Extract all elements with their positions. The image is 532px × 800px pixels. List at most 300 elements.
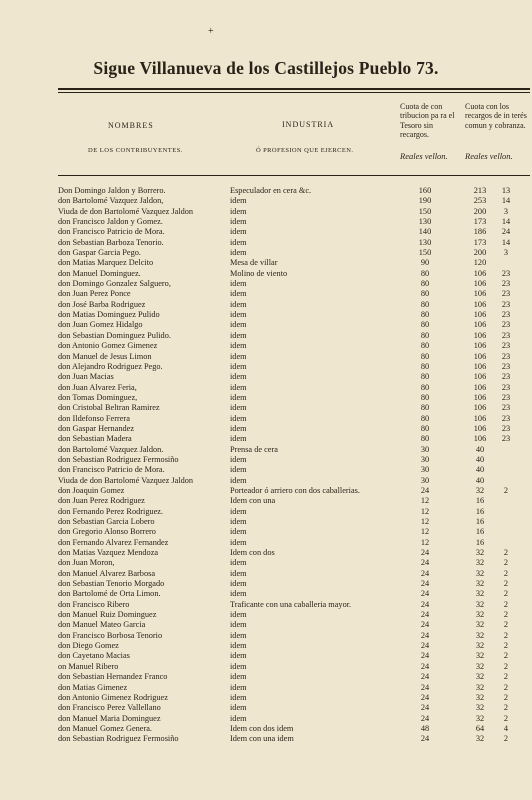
industry-cell: idem	[230, 610, 247, 620]
cuota-tesoro-cell: 24	[420, 661, 430, 671]
contributor-name: don Juan Perez Rodriguez	[58, 496, 145, 506]
cuota-recargos-fraction-cell: 3	[503, 248, 509, 258]
table-row	[0, 548, 532, 558]
industry-cell: idem	[230, 289, 247, 299]
cuota-tesoro-cell: 130	[418, 237, 432, 247]
contributor-name: don Sebastian Barboza Tenorio.	[58, 237, 164, 247]
industry-cell: idem	[230, 392, 247, 402]
cuota-tesoro-cell: 24	[420, 682, 430, 692]
cuota-recargos-fraction-cell: 2	[503, 661, 509, 671]
cuota-recargos-cell: 16	[475, 506, 485, 516]
contributor-name: don Sebastian Madera	[58, 434, 132, 444]
table-row	[0, 434, 532, 444]
cuota-recargos-cell: 106	[473, 351, 487, 361]
cuota-recargos-cell: 32	[475, 641, 485, 651]
cuota-recargos-fraction-cell: 2	[503, 485, 509, 495]
contributor-name: Don Domingo Jaldon y Borrero.	[58, 186, 166, 195]
contributor-name: on Manuel Ribero	[58, 661, 119, 671]
table-row	[0, 269, 532, 279]
table-row	[0, 424, 532, 434]
contributor-name: don Bartolomé Vazquez Jaldon.	[58, 444, 164, 454]
cuota-recargos-cell: 106	[473, 423, 487, 433]
cuota-recargos-cell: 32	[475, 589, 485, 599]
table-row	[0, 558, 532, 568]
cuota-tesoro-cell: 24	[420, 630, 430, 640]
table-row	[0, 672, 532, 682]
industry-cell: idem	[230, 351, 247, 361]
cuota-tesoro-cell: 30	[420, 475, 430, 485]
industry-cell: idem	[230, 672, 247, 682]
table-row	[0, 724, 532, 734]
cuota-tesoro-cell: 30	[420, 444, 430, 454]
contributor-name: don Matias Gimenez	[58, 682, 128, 692]
table-row	[0, 610, 532, 620]
cuota-tesoro-cell: 80	[420, 330, 430, 340]
table-row	[0, 631, 532, 641]
table-row	[0, 455, 532, 465]
cuota-tesoro-cell: 80	[420, 341, 430, 351]
cuota-tesoro-cell: 24	[420, 558, 430, 568]
header-cuota-recargos: Cuota con los recargos de in terés comun y cobranza.	[465, 102, 527, 130]
cuota-tesoro-cell: 24	[420, 620, 430, 630]
cuota-recargos-fraction-cell: 2	[503, 651, 509, 661]
table-row	[0, 196, 532, 206]
cuota-recargos-cell: 16	[475, 517, 485, 526]
contributor-name: don Matias Marquez Delcito	[58, 258, 154, 268]
contributor-name: don Tomas Dominguez,	[58, 392, 138, 402]
cuota-recargos-cell: 106	[473, 372, 487, 382]
cuota-tesoro-cell: 12	[420, 506, 430, 516]
industry-cell: Traficante con una caballeria mayor.	[230, 599, 352, 609]
contributor-name: don Juan Gomez Hidalgo	[58, 320, 143, 330]
cuota-tesoro-cell: 80	[420, 434, 430, 444]
table-row	[0, 331, 532, 341]
header-unit-col1: Reales vellon.	[400, 151, 448, 161]
header-unit-col2: Reales vellon.	[465, 151, 513, 161]
cuota-recargos-fraction-cell: 23	[501, 320, 511, 330]
cuota-tesoro-cell: 80	[420, 423, 430, 433]
contributor-name: don Joaquin Gomez	[58, 485, 125, 495]
cuota-recargos-cell: 40	[475, 465, 485, 475]
cuota-tesoro-cell: 80	[420, 392, 430, 402]
cuota-recargos-fraction-cell: 23	[501, 289, 511, 299]
cuota-recargos-cell: 32	[475, 713, 485, 723]
cuota-recargos-fraction-cell: 23	[501, 351, 511, 361]
industry-cell: idem	[230, 651, 247, 661]
industry-cell: idem	[230, 423, 247, 433]
cuota-tesoro-cell: 80	[420, 310, 430, 320]
table-row	[0, 662, 532, 672]
cuota-recargos-fraction-cell: 13	[501, 186, 511, 195]
industry-cell: idem	[230, 330, 247, 340]
cuota-recargos-cell: 32	[475, 651, 485, 661]
table-row	[0, 393, 532, 403]
cuota-tesoro-cell: 12	[420, 527, 430, 537]
table-row	[0, 227, 532, 237]
contributor-name: don Sebastian Rodriguez Fermosiño	[58, 454, 179, 464]
cuota-recargos-cell: 32	[475, 558, 485, 568]
contributor-name: don Fernando Alvarez Fernandez	[58, 537, 169, 547]
cuota-recargos-fraction-cell: 14	[501, 196, 511, 206]
table-row	[0, 620, 532, 630]
cuota-recargos-cell: 106	[473, 330, 487, 340]
cuota-recargos-cell: 106	[473, 320, 487, 330]
industry-cell: idem	[230, 341, 247, 351]
cuota-recargos-cell: 106	[473, 413, 487, 423]
cuota-tesoro-cell: 190	[418, 196, 432, 206]
table-row	[0, 383, 532, 393]
table-row	[0, 734, 532, 744]
industry-cell: idem	[230, 713, 247, 723]
cuota-recargos-fraction-cell: 2	[503, 589, 509, 599]
industry-cell: idem	[230, 403, 247, 413]
cuota-recargos-fraction-cell: 3	[503, 206, 509, 216]
industry-cell: Prensa de cera	[230, 444, 278, 454]
cuota-recargos-fraction-cell: 2	[503, 641, 509, 651]
cuota-recargos-fraction-cell: 2	[503, 620, 509, 630]
cuota-tesoro-cell: 90	[420, 258, 430, 268]
table-row	[0, 217, 532, 227]
contributor-name: don Antonio Gimenez Rodriguez	[58, 692, 168, 702]
industry-cell: idem	[230, 413, 247, 423]
industry-cell: idem	[230, 217, 247, 227]
industry-cell: idem	[230, 227, 247, 237]
industry-cell: idem	[230, 579, 247, 589]
cuota-recargos-cell: 213	[473, 186, 487, 195]
cuota-tesoro-cell: 24	[420, 610, 430, 620]
contributor-name: don Manuel Ruiz Dominguez	[58, 610, 157, 620]
cuota-recargos-cell: 106	[473, 289, 487, 299]
cuota-tesoro-cell: 24	[420, 672, 430, 682]
cuota-recargos-fraction-cell: 23	[501, 392, 511, 402]
table-row	[0, 507, 532, 517]
contributor-name: don Antonio Gomez Gimenez	[58, 341, 158, 351]
industry-cell: Idem con dos	[230, 548, 275, 558]
table-row	[0, 258, 532, 268]
contributor-name: don Gregorio Alonso Borrero	[58, 527, 156, 537]
table-row	[0, 714, 532, 724]
contributor-name: don Bartolomé Vazquez Jaldon,	[58, 196, 164, 206]
cuota-recargos-fraction-cell: 23	[501, 423, 511, 433]
contributor-name: don Bartolomé de Orta Limon.	[58, 589, 161, 599]
contributor-name: don Manuel Maria Dominguez	[58, 713, 161, 723]
industry-cell: idem	[230, 589, 247, 599]
cuota-recargos-cell: 32	[475, 692, 485, 702]
cuota-recargos-fraction-cell: 23	[501, 330, 511, 340]
cuota-tesoro-cell: 80	[420, 279, 430, 289]
table-row	[0, 403, 532, 413]
table-row	[0, 683, 532, 693]
industry-cell: idem	[230, 248, 247, 258]
cuota-tesoro-cell: 150	[418, 248, 432, 258]
cuota-tesoro-cell: 12	[420, 537, 430, 547]
cuota-recargos-fraction-cell: 23	[501, 382, 511, 392]
industry-cell: Idem con dos idem	[230, 723, 294, 733]
print-mark: +	[208, 26, 214, 37]
industry-cell: idem	[230, 517, 247, 526]
industry-cell: idem	[230, 299, 247, 309]
cuota-recargos-fraction-cell: 23	[501, 413, 511, 423]
cuota-tesoro-cell: 80	[420, 320, 430, 330]
industry-cell: idem	[230, 641, 247, 651]
cuota-recargos-cell: 32	[475, 682, 485, 692]
cuota-recargos-cell: 32	[475, 672, 485, 682]
cuota-tesoro-cell: 160	[418, 186, 432, 195]
industry-cell: idem	[230, 558, 247, 568]
industry-cell: idem	[230, 630, 247, 640]
contributor-name: don Manuel Gomez Genera.	[58, 723, 152, 733]
contributor-name: don Matias Vazquez Mendoza	[58, 548, 159, 558]
cuota-tesoro-cell: 150	[418, 206, 432, 216]
cuota-tesoro-cell: 24	[420, 734, 430, 744]
cuota-recargos-cell: 106	[473, 361, 487, 371]
industry-cell: idem	[230, 465, 247, 475]
industry-cell: idem	[230, 661, 247, 671]
cuota-tesoro-cell: 130	[418, 217, 432, 227]
industry-cell: idem	[230, 196, 247, 206]
contributor-name: don Sebastian Hernandez Franco	[58, 672, 168, 682]
cuota-recargos-cell: 32	[475, 579, 485, 589]
table-row	[0, 693, 532, 703]
contributor-name: don Diego Gomez	[58, 641, 119, 651]
table-row	[0, 703, 532, 713]
contributor-name: don Gaspar Garcia Pego.	[58, 248, 141, 258]
cuota-recargos-fraction-cell: 2	[503, 610, 509, 620]
cuota-recargos-fraction-cell: 23	[501, 434, 511, 444]
cuota-recargos-fraction-cell: 2	[503, 682, 509, 692]
table-row	[0, 279, 532, 289]
contributor-name: Viuda de don Bartolomé Vazquez Jaldon	[58, 206, 194, 216]
cuota-recargos-cell: 16	[475, 537, 485, 547]
contributor-name: don Manuel Dominguez.	[58, 268, 141, 278]
contributor-name: don Francisco Patricio de Mora.	[58, 227, 165, 237]
cuota-recargos-fraction-cell: 2	[503, 630, 509, 640]
cuota-recargos-fraction-cell: 14	[501, 237, 511, 247]
contributor-name: don Francisco Patricio de Mora.	[58, 465, 165, 475]
cuota-tesoro-cell: 80	[420, 382, 430, 392]
header-profesion: Ó PROFESION QUE EJERCEN.	[256, 147, 354, 154]
industry-cell: idem	[230, 568, 247, 578]
cuota-recargos-cell: 106	[473, 310, 487, 320]
contributor-name: don Fernando Perez Rodriguez.	[58, 506, 164, 516]
contributor-name: don Cayetano Macias	[58, 651, 130, 661]
cuota-recargos-cell: 32	[475, 630, 485, 640]
industry-cell: idem	[230, 454, 247, 464]
table-row	[0, 445, 532, 455]
cuota-recargos-fraction-cell: 23	[501, 299, 511, 309]
cuota-recargos-cell: 106	[473, 268, 487, 278]
cuota-tesoro-cell: 24	[420, 589, 430, 599]
table-row	[0, 465, 532, 475]
contributor-name: don Sebastian Tenorio Morgado	[58, 579, 165, 589]
industry-cell: idem	[230, 237, 247, 247]
industry-cell: Molino de viento	[230, 268, 288, 278]
header-industria: INDUSTRIA	[282, 120, 335, 129]
industry-cell: Mesa de villar	[230, 258, 278, 268]
contributor-name: don Juan Perez Ponce	[58, 289, 131, 299]
header-cuota-tesoro: Cuota de con tribucion pa ra el Tesoro sin recargos.	[400, 102, 455, 140]
contributor-name: don Gaspar Hernandez	[58, 423, 135, 433]
cuota-recargos-cell: 40	[475, 475, 485, 485]
industry-cell: Idem con una idem	[230, 734, 294, 744]
industry-cell: idem	[230, 310, 247, 320]
table-row	[0, 414, 532, 424]
header-rule-top	[58, 88, 530, 90]
cuota-recargos-cell: 200	[473, 206, 487, 216]
cuota-tesoro-cell: 24	[420, 579, 430, 589]
contributor-name: don Sebastian Rodriguez Fermosiño	[58, 734, 179, 744]
cuota-recargos-fraction-cell: 2	[503, 579, 509, 589]
cuota-recargos-cell: 32	[475, 734, 485, 744]
industry-cell: idem	[230, 206, 247, 216]
cuota-tesoro-cell: 80	[420, 299, 430, 309]
industry-cell: idem	[230, 372, 247, 382]
cuota-tesoro-cell: 80	[420, 351, 430, 361]
contributor-name: don Manuel Alvarez Barbosa	[58, 568, 155, 578]
cuota-tesoro-cell: 80	[420, 289, 430, 299]
cuota-recargos-fraction-cell: 2	[503, 599, 509, 609]
cuota-tesoro-cell: 24	[420, 599, 430, 609]
industry-cell: idem	[230, 692, 247, 702]
table-row	[0, 486, 532, 496]
cuota-recargos-fraction-cell: 2	[503, 692, 509, 702]
industry-cell: idem	[230, 703, 247, 713]
cuota-recargos-cell: 64	[475, 723, 485, 733]
contributor-name: don Juan Macias	[58, 372, 114, 382]
table-row	[0, 517, 532, 527]
cuota-recargos-cell: 32	[475, 599, 485, 609]
cuota-tesoro-cell: 24	[420, 548, 430, 558]
cuota-recargos-fraction-cell: 24	[501, 227, 511, 237]
contributor-name: don José Barba Rodriguez	[58, 299, 146, 309]
cuota-recargos-cell: 106	[473, 382, 487, 392]
industry-cell: idem	[230, 475, 247, 485]
table-row	[0, 352, 532, 362]
cuota-recargos-cell: 200	[473, 248, 487, 258]
table-row	[0, 641, 532, 651]
cuota-recargos-fraction-cell: 2	[503, 568, 509, 578]
cuota-recargos-cell: 253	[473, 196, 487, 206]
cuota-recargos-fraction-cell: 23	[501, 279, 511, 289]
cuota-tesoro-cell: 24	[420, 568, 430, 578]
cuota-recargos-cell: 32	[475, 610, 485, 620]
header-contribuyentes: DE LOS CONTRIBUYENTES.	[88, 147, 183, 154]
industry-cell: idem	[230, 382, 247, 392]
page-title: Sigue Villanueva de los Castillejos Pueblo 73.	[93, 58, 439, 78]
table-row	[0, 372, 532, 382]
industry-cell: idem	[230, 620, 247, 630]
cuota-recargos-cell: 106	[473, 279, 487, 289]
industry-cell: Porteador ó arriero con dos caballerias.	[230, 485, 360, 495]
table-row	[0, 600, 532, 610]
cuota-recargos-fraction-cell: 4	[503, 723, 509, 733]
header-rule-top-thin	[58, 92, 530, 93]
cuota-recargos-fraction-cell: 23	[501, 310, 511, 320]
table-row	[0, 496, 532, 506]
cuota-recargos-fraction-cell: 23	[501, 372, 511, 382]
cuota-recargos-fraction-cell: 23	[501, 361, 511, 371]
contributor-name: don Juan Alvarez Feria,	[58, 382, 137, 392]
table-row	[0, 300, 532, 310]
cuota-recargos-cell: 32	[475, 568, 485, 578]
cuota-tesoro-cell: 80	[420, 268, 430, 278]
table-row	[0, 238, 532, 248]
industry-cell: idem	[230, 537, 247, 547]
cuota-tesoro-cell: 24	[420, 641, 430, 651]
contributor-name: don Ildefonso Ferrera	[58, 413, 130, 423]
header-nombres: NOMBRES	[108, 121, 154, 130]
industry-cell: idem	[230, 320, 247, 330]
cuota-tesoro-cell: 80	[420, 361, 430, 371]
cuota-recargos-fraction-cell: 2	[503, 713, 509, 723]
table-row	[0, 207, 532, 217]
cuota-tesoro-cell: 24	[420, 713, 430, 723]
table-row	[0, 289, 532, 299]
table-row	[0, 320, 532, 330]
industry-cell: Especulador en cera &c.	[230, 186, 312, 195]
cuota-recargos-fraction-cell: 23	[501, 403, 511, 413]
header-rule-bottom	[58, 175, 530, 176]
contributor-name: don Francisco Jaldon y Gomez.	[58, 217, 163, 227]
cuota-recargos-cell: 32	[475, 661, 485, 671]
cuota-recargos-fraction-cell: 23	[501, 341, 511, 351]
industry-cell: idem	[230, 506, 247, 516]
cuota-recargos-fraction-cell: 2	[503, 558, 509, 568]
contributor-name: don Matias Dominguez Pulido	[58, 310, 160, 320]
contributor-name: don Francisco Perez Vallellano	[58, 703, 161, 713]
cuota-tesoro-cell: 80	[420, 372, 430, 382]
table-row	[0, 248, 532, 258]
table-row	[0, 476, 532, 486]
cuota-recargos-cell: 106	[473, 392, 487, 402]
contributor-name: Viuda de don Bartolomé Vazquez Jaldon	[58, 475, 194, 485]
contributor-name: don Domingo Gonzalez Salguero,	[58, 279, 171, 289]
industry-cell: idem	[230, 682, 247, 692]
cuota-recargos-cell: 32	[475, 485, 485, 495]
table-row	[0, 651, 532, 661]
cuota-tesoro-cell: 80	[420, 413, 430, 423]
cuota-recargos-cell: 120	[473, 258, 487, 268]
industry-cell: idem	[230, 279, 247, 289]
industry-cell: idem	[230, 434, 247, 444]
cuota-tesoro-cell: 12	[420, 517, 430, 526]
cuota-recargos-cell: 173	[473, 217, 487, 227]
cuota-recargos-cell: 40	[475, 454, 485, 464]
cuota-recargos-cell: 16	[475, 527, 485, 537]
industry-cell: idem	[230, 361, 247, 371]
cuota-recargos-cell: 40	[475, 444, 485, 454]
table-row	[0, 310, 532, 320]
table-row	[0, 538, 532, 548]
cuota-recargos-fraction-cell: 14	[501, 217, 511, 227]
contributor-name: don Francisco Ribero	[58, 599, 130, 609]
cuota-recargos-cell: 106	[473, 299, 487, 309]
table-row	[0, 186, 532, 196]
cuota-recargos-cell: 32	[475, 620, 485, 630]
cuota-recargos-fraction-cell: 2	[503, 703, 509, 713]
cuota-recargos-cell: 106	[473, 434, 487, 444]
cuota-recargos-cell: 106	[473, 341, 487, 351]
cuota-tesoro-cell: 80	[420, 403, 430, 413]
cuota-tesoro-cell: 140	[418, 227, 432, 237]
cuota-tesoro-cell: 30	[420, 465, 430, 475]
cuota-recargos-cell: 32	[475, 703, 485, 713]
table-row	[0, 579, 532, 589]
contributor-name: don Cristobal Beltran Ramirez	[58, 403, 160, 413]
contributors-table	[0, 186, 532, 745]
cuota-tesoro-cell: 24	[420, 703, 430, 713]
table-row	[0, 527, 532, 537]
